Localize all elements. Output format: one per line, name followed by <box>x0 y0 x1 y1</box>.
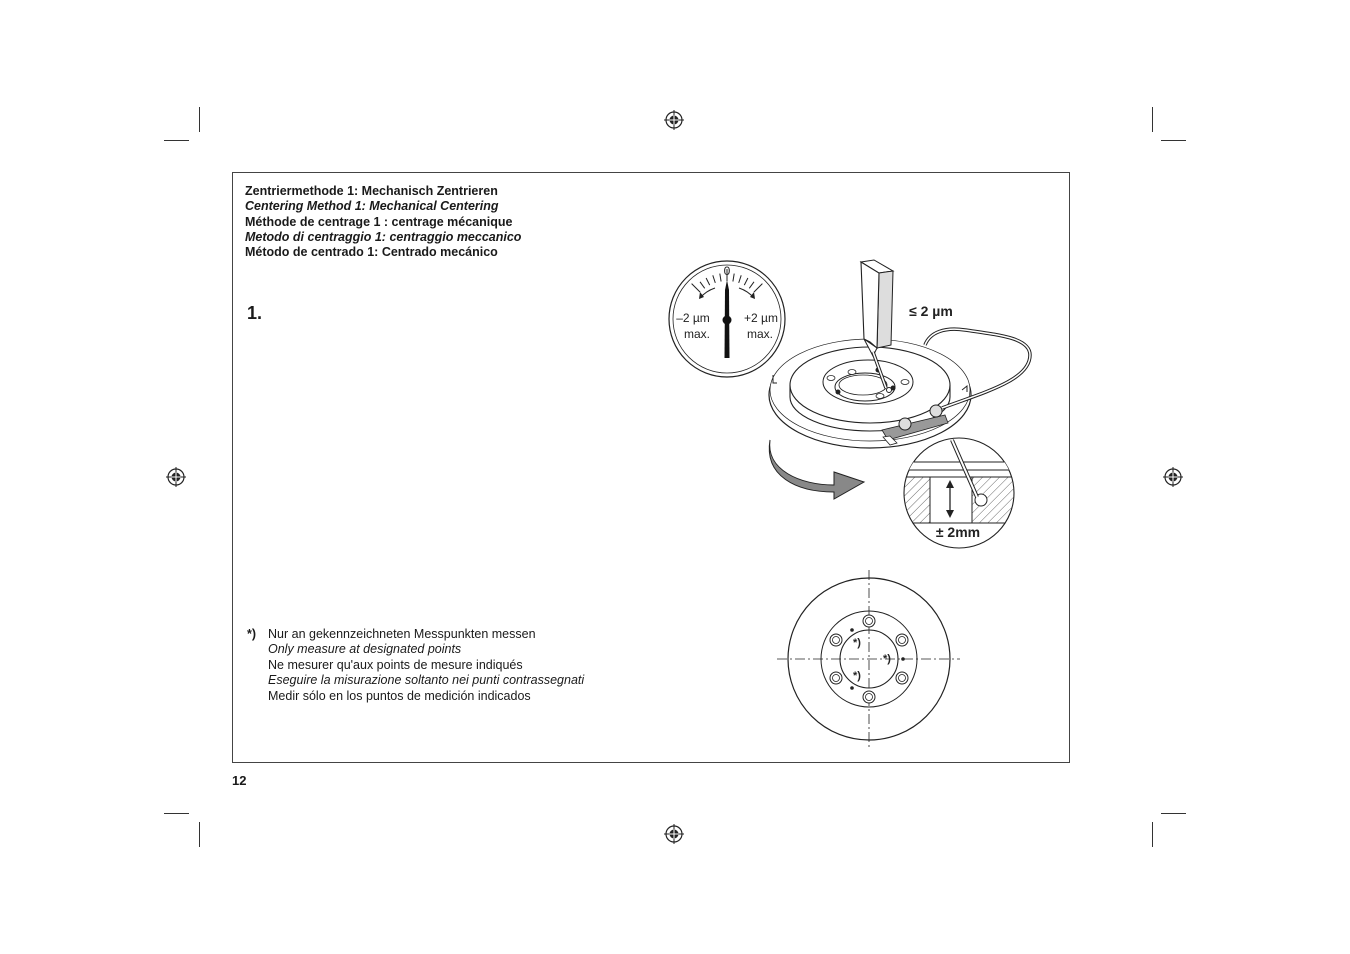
title-de: Zentriermethode 1: Mechanisch Zentrieren <box>245 184 498 198</box>
measuring-points-diagram <box>777 570 960 748</box>
footnote-fr: Ne mesurer qu'aux points de mesure indiqués <box>268 657 523 672</box>
footnote-de: Nur an gekennzeichneten Messpunkten messen <box>268 627 536 641</box>
step-number: 1. <box>247 303 263 323</box>
title-fr: Méthode de centrage 1 : centrage mécanique <box>245 214 513 229</box>
gauge-plus-max: max. <box>746 327 774 341</box>
page-number: 12 <box>232 773 247 788</box>
footnote-symbol: *) <box>247 627 257 641</box>
tolerance-label: ≤ 2 µm <box>909 303 953 319</box>
title-it: Metodo di centraggio 1: centraggio meccanico <box>245 229 522 244</box>
probe-travel-label: ± 2mm <box>935 524 981 540</box>
footnote-es: Medir sólo en los puntos de medición indicados <box>268 688 531 703</box>
rotary-table-drawing <box>769 329 1030 448</box>
probe-detail-view <box>900 438 1020 548</box>
measuring-point-marker: *) <box>853 670 861 682</box>
rotation-arrow-icon <box>769 440 864 499</box>
gauge-minus-max: max. <box>683 327 711 341</box>
dial-gauge-icon <box>669 261 785 377</box>
measuring-point-marker: *) <box>883 653 891 665</box>
title-en: Centering Method 1: Mechanical Centering <box>245 199 499 214</box>
measuring-point-marker: *) <box>853 637 861 649</box>
gauge-plus-label: +2 µm <box>744 311 778 325</box>
title-es: Método de centrado 1: Centrado mecánico <box>245 245 498 260</box>
gauge-zero-label: 0 <box>723 264 731 278</box>
gauge-minus-label: –2 µm <box>676 311 710 325</box>
footnote-en: Only measure at designated points <box>268 642 462 657</box>
footnote-it: Eseguire la misurazione soltanto nei punti contrassegnati <box>268 673 585 688</box>
